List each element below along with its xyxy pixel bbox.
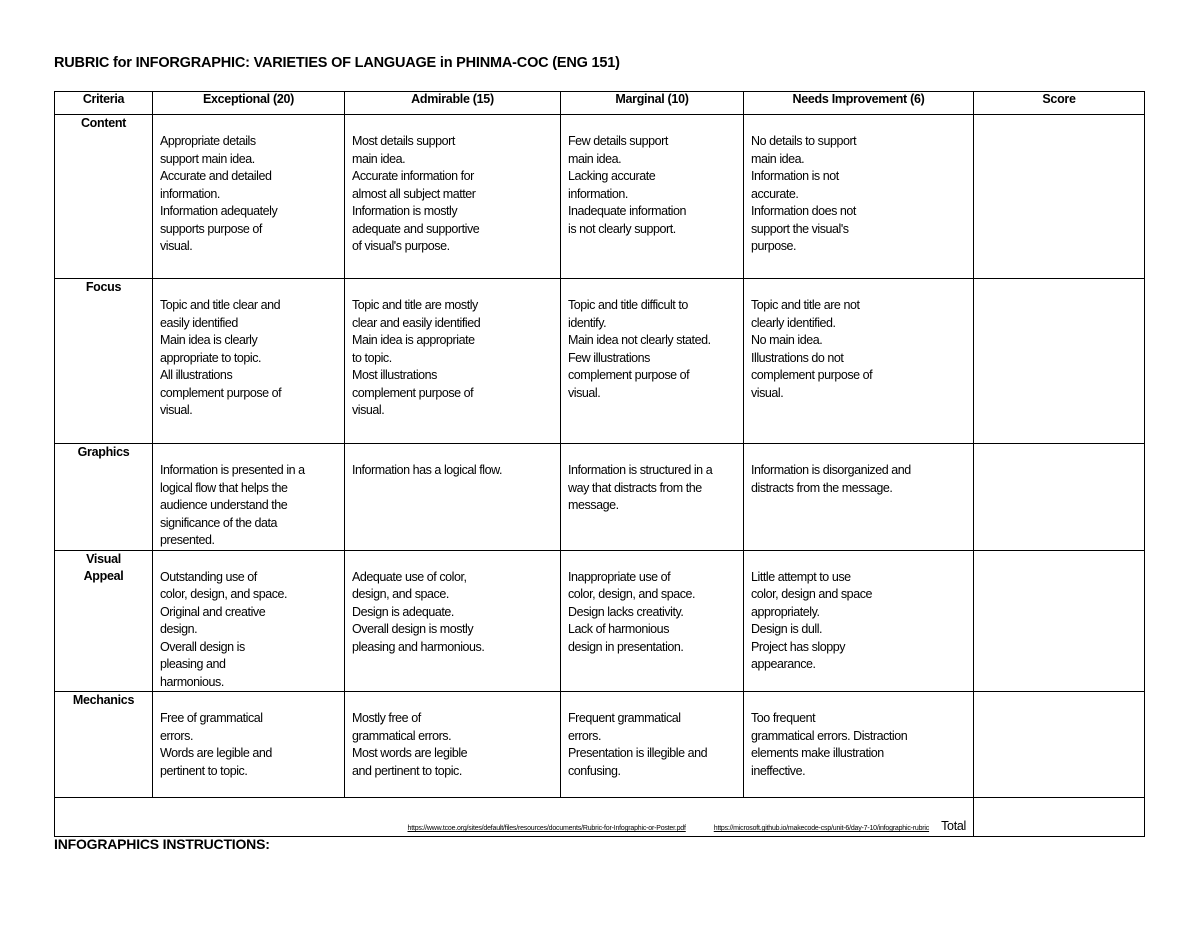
rubric-table xyxy=(54,91,1145,837)
table-row xyxy=(55,279,1145,444)
score-cell[interactable] xyxy=(974,550,1145,692)
cell-text: Few details support main idea. Lacking accurate information. Inadequate information is not clearly support. xyxy=(568,134,686,236)
header-exceptional: Exceptional (20) xyxy=(153,92,345,115)
cell-text: Free of grammatical errors. Words are legible and pertinent to topic. xyxy=(160,711,272,778)
rubric-cell xyxy=(744,115,974,279)
cell-text: Information is disorganized and distracts from the message. xyxy=(751,463,911,495)
rubric-cell xyxy=(153,550,345,692)
header-criteria: Criteria xyxy=(55,92,153,115)
cell-text: Appropriate details support main idea. Accurate and detailed information. Information adequately supports purpose of visual. xyxy=(160,134,278,253)
cell-text: Adequate use of color, design, and space. Design is adequate. Overall design is mostly pleasing and harmonious. xyxy=(352,569,485,654)
cell-text: Information is presented in a logical flow that helps the audience understand the significance of the data presented. xyxy=(160,463,305,547)
score-cell[interactable] xyxy=(974,444,1145,551)
rubric-cell xyxy=(153,692,345,798)
document-title: RUBRIC for INFORGRAPHIC: VARIETIES OF LANGUAGE in PHINMA-COC (ENG 151) xyxy=(54,55,620,71)
cell-text: No details to support main idea. Information is not accurate. Information does not support the visual's purpose. xyxy=(751,134,857,253)
score-cell[interactable] xyxy=(974,279,1145,444)
table-row xyxy=(55,550,1145,692)
cell-text: Too frequent grammatical errors. Distraction elements make illustration ineffective. xyxy=(751,711,908,778)
cell-text: Topic and title are not clearly identified. No main idea. Illustrations do not complement purpose of visual. xyxy=(751,298,873,400)
rubric-cell xyxy=(345,692,561,798)
cell-text: Inappropriate use of color, design, and space. Design lacks creativity. Lack of harmonious design in presentation. xyxy=(568,569,696,654)
rubric-cell xyxy=(744,279,974,444)
rubric-cell xyxy=(345,115,561,279)
source-link-tcoe[interactable]: https://www.tcoe.org/sites/default/files/resources/documents/Rubric-for-Infographic-or-Poster.pdf xyxy=(407,825,686,832)
table-row xyxy=(55,692,1145,798)
rubric-cell xyxy=(744,692,974,798)
rubric-cell xyxy=(744,550,974,692)
rubric-cell xyxy=(345,550,561,692)
source-links xyxy=(408,819,966,833)
footer-cell xyxy=(55,798,974,837)
rubric-cell xyxy=(561,279,744,444)
header-row xyxy=(55,92,1145,115)
rubric-cell xyxy=(153,279,345,444)
header-marginal: Marginal (10) xyxy=(561,92,744,115)
cell-text: Little attempt to use color, design and space appropriately. Design is dull. Project has sloppy appearance. xyxy=(751,569,872,671)
cell-text: Mostly free of grammatical errors. Most words are legible and pertinent to topic. xyxy=(352,711,468,778)
rubric-cell xyxy=(153,444,345,551)
cell-text: Topic and title are mostly clear and easily identified Main idea is appropriate to topic. Most illustrations complement purpose of visual. xyxy=(352,298,481,417)
rubric-cell xyxy=(345,279,561,444)
cell-text: Topic and title clear and easily identified Main idea is clearly appropriate to topic. All illustrations complement purpose of visual. xyxy=(160,298,282,417)
score-cell[interactable] xyxy=(974,115,1145,279)
rubric-cell xyxy=(561,115,744,279)
rubric-cell xyxy=(153,115,345,279)
source-link-microsoft[interactable]: https://microsoft.github.io/makecode-csp/unit-6/day-7-10/infographic-rubric xyxy=(713,825,930,832)
criterion-label: Graphics xyxy=(55,444,153,551)
cell-text: Information is structured in a way that distracts from the message. xyxy=(568,463,713,512)
cell-text: Frequent grammatical errors. Presentation is illegible and confusing. xyxy=(568,711,708,778)
criterion-label: Focus xyxy=(55,279,153,444)
rubric-cell xyxy=(561,550,744,692)
rubric-cell xyxy=(561,444,744,551)
table-row xyxy=(55,115,1145,279)
cell-text: Outstanding use of color, design, and space. Original and creative design. Overall design is pleasing and harmonious. xyxy=(160,569,288,689)
instructions-heading: INFOGRAPHICS INSTRUCTIONS: xyxy=(54,836,270,852)
header-admirable: Admirable (15) xyxy=(345,92,561,115)
header-needs-improvement: Needs Improvement (6) xyxy=(744,92,974,115)
total-score-cell[interactable] xyxy=(974,798,1145,837)
criterion-label: Mechanics xyxy=(55,692,153,798)
criterion-label: Content xyxy=(55,115,153,279)
score-cell[interactable] xyxy=(974,692,1145,798)
rubric-cell xyxy=(345,444,561,551)
cell-text: Information has a logical flow. xyxy=(352,463,503,477)
total-row xyxy=(55,798,1145,837)
cell-text: Topic and title difficult to identify. Main idea not clearly stated. Few illustrations complement purpose of visual. xyxy=(568,298,711,400)
table-row xyxy=(55,444,1145,551)
rubric-cell xyxy=(561,692,744,798)
criterion-label: Visual Appeal xyxy=(55,550,153,692)
header-score: Score xyxy=(974,92,1145,115)
rubric-cell xyxy=(744,444,974,551)
total-label: Total xyxy=(941,819,966,833)
cell-text: Most details support main idea. Accurate information for almost all subject matter Information is mostly adequate and supportive of visual's purpose. xyxy=(352,134,480,253)
